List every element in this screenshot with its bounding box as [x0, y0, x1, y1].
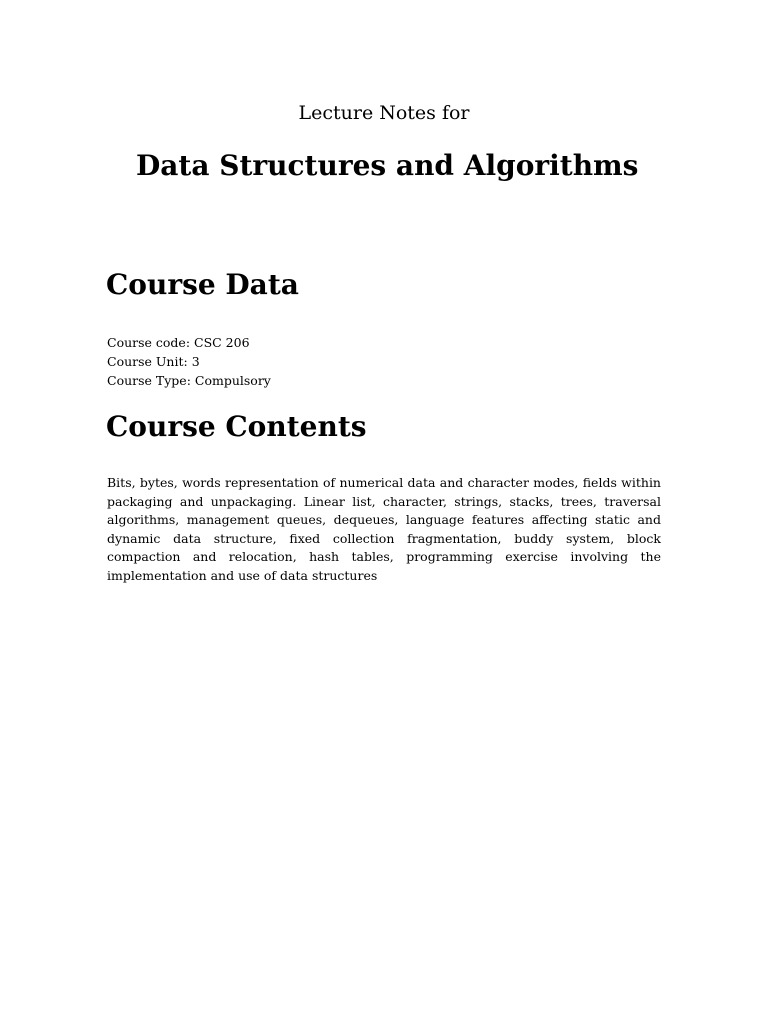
course-unit: Course Unit: 3 — [107, 354, 200, 369]
course-info-list — [107, 333, 271, 390]
course-type: Course Type: Compulsory — [107, 373, 271, 388]
course-code: Course code: CSC 206 — [107, 335, 250, 350]
course-contents-heading: Course Contents — [106, 410, 367, 443]
course-contents-paragraph: Bits, bytes, words representation of numerical data and character modes, fields within packaging and unpackaging. Linear list, character, strings, stacks, trees, traversal algorithms, management queues, dequeues, language features affecting static and dynamic data structure, fixed collection fragmentation, buddy system, block compaction and relocation, hash tables, programming exercise involving the implementation and use of data structures — [107, 475, 661, 583]
course-data-heading: Course Data — [106, 268, 299, 301]
document-title: Data Structures and Algorithms — [136, 149, 639, 182]
document-subtitle: Lecture Notes for — [298, 102, 470, 124]
